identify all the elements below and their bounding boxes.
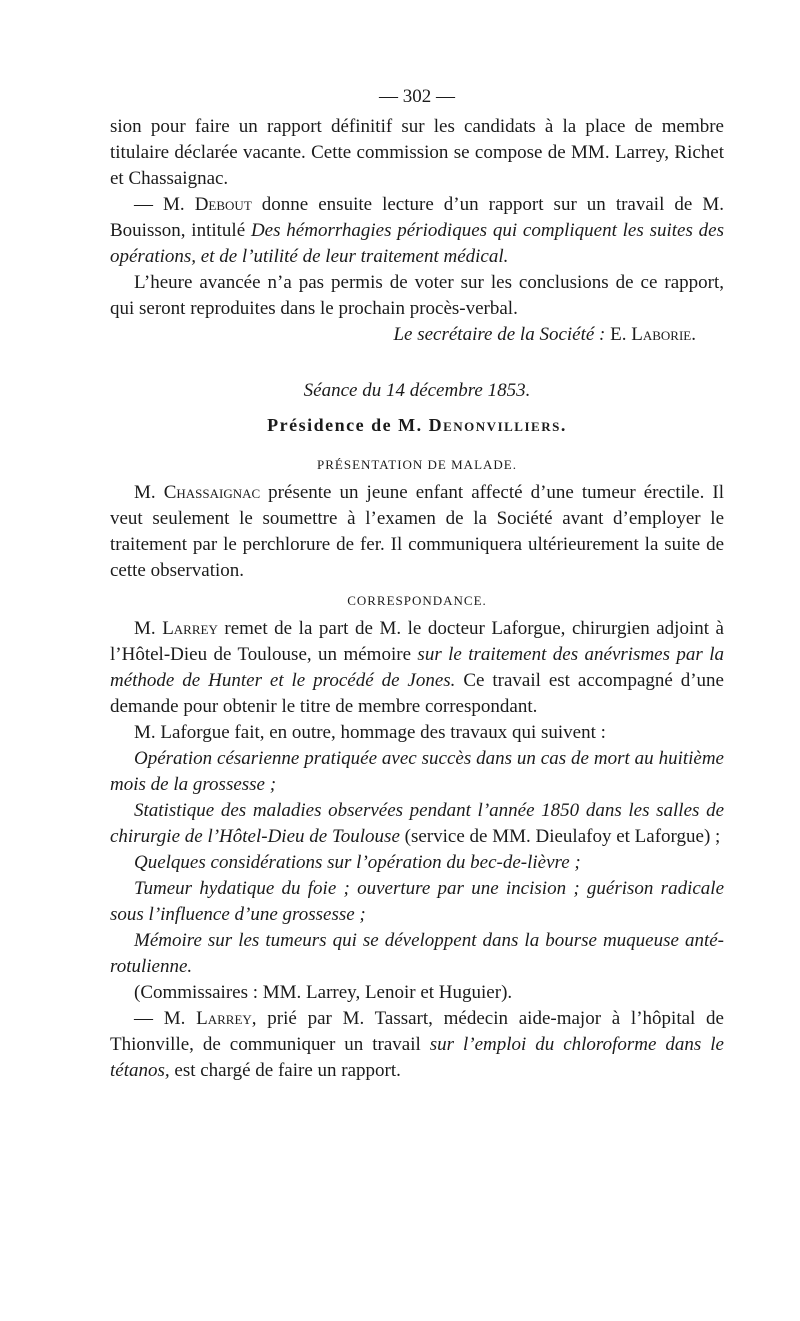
paragraph-debout — [110, 192, 724, 270]
text-run: est chargé de faire un rapport. — [169, 1060, 401, 1081]
seance-heading: Séance du 14 décembre 1853. — [303, 380, 531, 401]
section-heading-presentation: PRÉSENTATION DE MALADE. — [317, 457, 517, 472]
president-name: Denonvilliers. — [428, 415, 567, 435]
person-name: Larrey — [162, 618, 218, 639]
document-page — [110, 84, 724, 1084]
paragraph-heure: L’heure avancée n’a pas permis de voter sur les conclusions de ce rapport, qui seront reproduites dans le prochain procès-verbal. — [110, 272, 724, 319]
text-run: Ce travail est accompagné d’une demande pour obtenir le titre de membre correspondant. — [110, 670, 724, 717]
page-number: — 302 — — [379, 86, 455, 107]
work-title: Des hémorrhagies périodiques qui compliquent les suites des opérations, et de l’utilité de leur traitement médical. — [110, 220, 724, 267]
work-title: Opération césarienne pratiquée avec succès dans un cas de mort au huitième mois de la grossesse ; — [110, 748, 724, 795]
paragraph-larrey — [110, 616, 724, 720]
text-run: — M. — [134, 1008, 197, 1029]
work-title: Tumeur hydatique du foie ; ouverture par une incision ; guérison radicale sous l’influence d’une grossesse ; — [110, 878, 724, 925]
commissaires: (Commissaires : MM. Larrey, Lenoir et Huguier). — [134, 982, 513, 1003]
work-title: sur l’emploi du chloroforme dans le tétanos, — [110, 1034, 724, 1081]
signature — [110, 322, 724, 348]
text-run: remet de la part de M. le docteur Laforgue, chirurgien adjoint à l’Hôtel-Dieu de Toulouse, un mémoire — [110, 618, 724, 665]
text-run: donne ensuite lecture d’un rapport sur un travail de M. Bouisson, intitulé — [110, 194, 724, 241]
text-run: (service de MM. Dieulafoy et Laforgue) ; — [399, 826, 721, 847]
work-title: Statistique des maladies observées pendant l’année 1850 dans les salles de chirurgie de l’Hôtel-Dieu de Toulouse — [110, 800, 724, 847]
text-run: , prié par M. Tassart, médecin aide-major à l’hôpital de Thionville, de communiquer un travail — [110, 1008, 724, 1055]
signature-label: Le secrétaire de la Société : — [393, 324, 606, 345]
paragraph-hommage: M. Laforgue fait, en outre, hommage des travaux qui suivent : — [134, 722, 606, 743]
work-title: sur le traitement des anévrismes par la méthode de Hunter et le procédé de Jones. — [110, 644, 724, 691]
work-title: Mémoire sur les tumeurs qui se développent dans la bourse muqueuse anté-rotulienne. — [110, 930, 724, 977]
work-item — [110, 928, 724, 980]
paragraph-commission: sion pour faire un rapport définitif sur les candidats à la place de membre titulaire déclarée vacante. Cette commission se compose de MM. Larrey, Richet et Chassaignac. — [110, 116, 724, 189]
person-name: Larrey — [196, 1008, 252, 1029]
text-run: M. — [134, 618, 163, 639]
text-run: — M. — [134, 194, 195, 215]
work-title: Quelques considérations sur l’opération du bec-de-lièvre ; — [134, 852, 581, 873]
work-item — [110, 746, 724, 798]
work-item — [110, 850, 724, 876]
paragraph-chassaignac — [110, 480, 724, 584]
person-name: Debout — [194, 194, 252, 215]
text-run: M. — [134, 482, 164, 503]
section-heading-correspondance: CORRESPONDANCE. — [347, 593, 487, 608]
signature-name: Laborie. — [631, 324, 696, 345]
work-item — [110, 798, 724, 850]
presidence-prefix: Présidence de M. — [267, 415, 423, 435]
paragraph-larrey-tassart — [110, 1006, 724, 1084]
work-item — [110, 876, 724, 928]
text-run: présente un jeune enfant affecté d’une tumeur érectile. Il veut seulement le soumettre à l’examen de la Société avant d’employer le traitement par le perchlorure de fer. Il communiquera ultérieurement la suite de cette observation. — [110, 482, 724, 581]
presidence-heading — [110, 412, 724, 438]
signature-initial: E. — [610, 324, 627, 345]
person-name: Chassaignac — [163, 482, 261, 503]
